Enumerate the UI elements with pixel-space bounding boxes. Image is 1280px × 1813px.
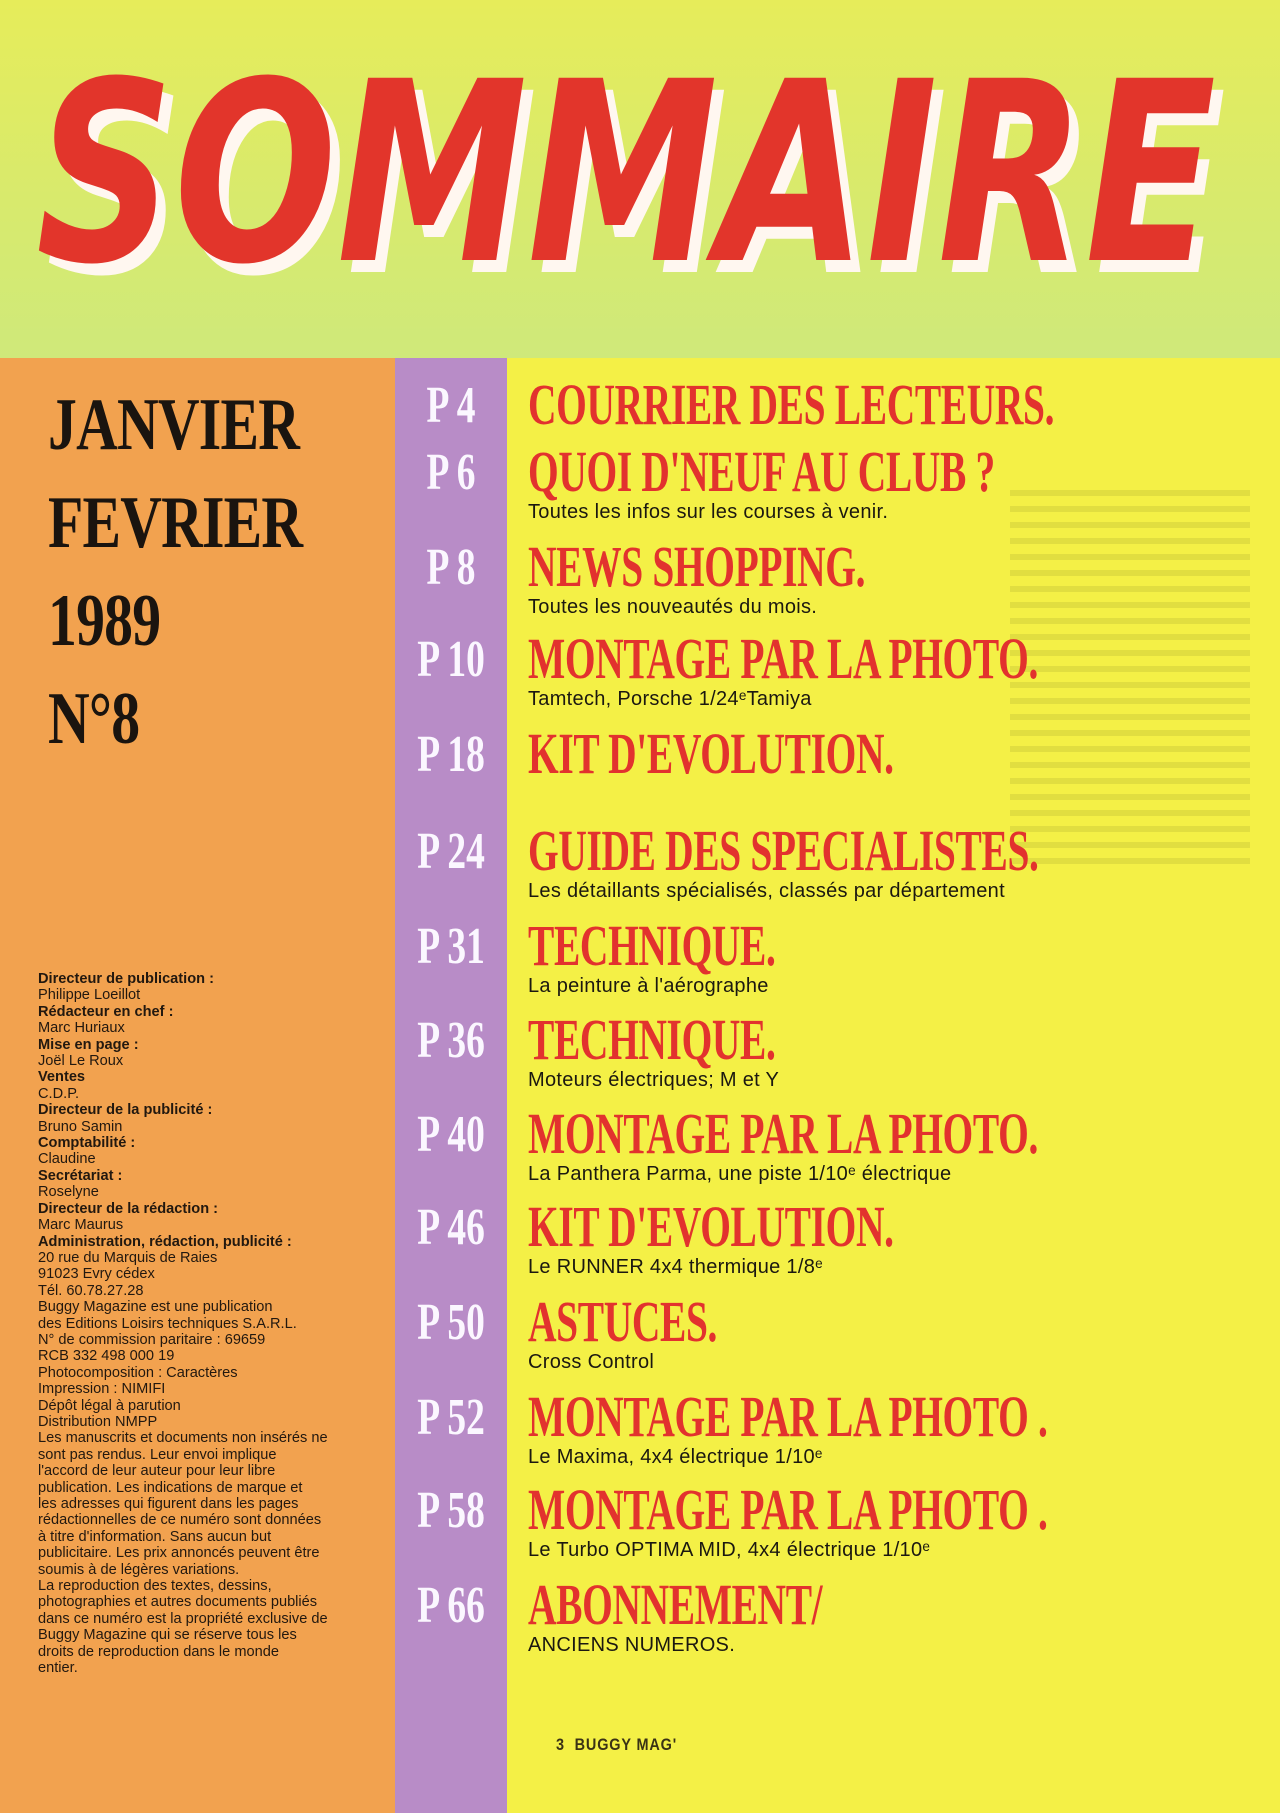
- address-line: publicitaire. Les prix annoncés peuvent être: [38, 1545, 320, 1562]
- entry-page-number: P 10: [417, 631, 485, 688]
- entry-page-number: P 4: [426, 377, 476, 434]
- address-line: soumis à de légères variations.: [38, 1561, 240, 1578]
- entry-page-number: P 46: [417, 1199, 485, 1256]
- entry-page-number: P 6: [426, 444, 476, 501]
- address-line: sont pas rendus. Leur envoi implique: [38, 1446, 277, 1463]
- address-line: l'accord de leur auteur pour leur libre: [38, 1463, 276, 1480]
- entry-subtitle: Toutes les nouveautés du mois.: [528, 596, 818, 618]
- entry-page-number: P 24: [417, 823, 485, 880]
- address-line: Photocomposition : Caractères: [38, 1364, 238, 1381]
- issue-number: N°8: [48, 678, 140, 760]
- masthead-role: Directeur de la publicité :: [38, 1102, 213, 1119]
- address-line: dans ce numéro est la propriété exclusive de: [38, 1610, 328, 1627]
- address-line: des Editions Loisirs techniques S.A.R.L.: [38, 1315, 297, 1332]
- address-line: 20 rue du Marquis de Raies: [38, 1249, 218, 1266]
- sommaire-logo: [20, 20, 1260, 340]
- entry-subtitle: Toutes les infos sur les courses à venir.: [528, 501, 889, 523]
- entry-page-number: P 8: [426, 539, 476, 596]
- address-line: Distribution NMPP: [38, 1413, 158, 1430]
- entry-subtitle: Le RUNNER 4x4 thermique 1/8ᵉ: [528, 1256, 823, 1278]
- entry-subtitle: Cross Control: [528, 1351, 655, 1373]
- entry-title: MONTAGE PAR LA PHOTO .: [528, 1477, 1048, 1542]
- entry-title: GUIDE DES SPECIALISTES.: [528, 818, 1039, 883]
- left-column: [0, 358, 395, 1813]
- address-line: publication. Les indications de marque et: [38, 1479, 303, 1496]
- address-line: à titre d'information. Sans aucun but: [38, 1528, 272, 1545]
- entry-page-number: P 36: [417, 1012, 485, 1069]
- entry-title: TECHNIQUE.: [528, 913, 776, 978]
- entry-title: QUOI D'NEUF AU CLUB ?: [528, 439, 995, 504]
- entry-page-number: P 50: [417, 1294, 485, 1351]
- entry-subtitle: Moteurs électriques; M et Y: [528, 1069, 780, 1091]
- entry-title: KIT D'EVOLUTION.: [528, 721, 894, 786]
- address-line: Buggy Magazine est une publication: [38, 1299, 273, 1316]
- issue-month-2: FEVRIER: [48, 482, 303, 564]
- address-line: Buggy Magazine qui se réserve tous les: [38, 1627, 297, 1644]
- issue-date: [48, 376, 378, 768]
- masthead-person: Philippe Loeillot: [38, 987, 141, 1004]
- masthead-role: Directeur de publication :: [38, 971, 214, 987]
- entry-page-number: P 58: [417, 1482, 485, 1539]
- entry-page-number: P 52: [417, 1389, 485, 1446]
- entry-title: NEWS SHOPPING.: [528, 534, 866, 599]
- entry-title: MONTAGE PAR LA PHOTO .: [528, 1384, 1048, 1449]
- address-line: entier.: [38, 1660, 78, 1677]
- entry-subtitle: Les détaillants spécialisés, classés par département: [528, 880, 1005, 902]
- masthead-person: Roselyne: [38, 1184, 99, 1201]
- address-line: rédactionnelles de ce numéro sont données: [38, 1512, 322, 1529]
- entry-subtitle: La Panthera Parma, une piste 1/10ᵉ électrique: [528, 1163, 952, 1185]
- entry-page-number: P 66: [417, 1577, 485, 1634]
- issue-month-1: JANVIER: [48, 384, 300, 466]
- masthead-role: Administration, rédaction, publicité :: [38, 1233, 292, 1250]
- masthead-role: Mise en page :: [38, 1036, 139, 1053]
- entry-title: ASTUCES.: [528, 1289, 718, 1354]
- entry-title: KIT D'EVOLUTION.: [528, 1194, 894, 1259]
- address-line: droits de reproduction dans le monde: [38, 1643, 279, 1660]
- entry-title: COURRIER DES LECTEURS.: [528, 372, 1055, 437]
- logo-shadow: SOMMAIRE: [46, 40, 1226, 331]
- footer-page-number: 3: [556, 1735, 565, 1754]
- masthead-role: Secrétariat :: [38, 1167, 123, 1184]
- masthead-role: Directeur de la rédaction :: [38, 1200, 219, 1217]
- header-band: [0, 0, 1280, 358]
- masthead-person: Marc Maurus: [38, 1217, 124, 1234]
- address-line: Les manuscrits et documents non insérés ne: [38, 1430, 328, 1447]
- address-line: Impression : NIMIFI: [38, 1381, 166, 1398]
- address-line: Dépôt légal à parution: [38, 1397, 181, 1414]
- entry-subtitle: Le Turbo OPTIMA MID, 4x4 électrique 1/10ᵉ: [528, 1539, 931, 1561]
- entry-subtitle: La peinture à l'aérographe: [528, 975, 769, 997]
- masthead-role: Comptabilité :: [38, 1135, 136, 1152]
- address-line: Tél. 60.78.27.28: [38, 1282, 144, 1299]
- entry-subtitle: Tamtech, Porsche 1/24ᵉTamiya: [528, 688, 812, 710]
- entry-title: MONTAGE PAR LA PHOTO.: [528, 1101, 1038, 1166]
- masthead-role: Ventes: [38, 1069, 86, 1086]
- entry-page-number: P 18: [417, 726, 485, 783]
- address-line: N° de commission paritaire : 69659: [38, 1331, 266, 1348]
- address-line: RCB 332 498 000 19: [38, 1348, 175, 1365]
- masthead-person: Joël Le Roux: [38, 1053, 124, 1070]
- masthead-person: Claudine: [38, 1151, 96, 1168]
- entry-title: ABONNEMENT/: [528, 1572, 823, 1637]
- footer-magazine-name: BUGGY MAG': [574, 1735, 678, 1754]
- masthead-person: C.D.P.: [38, 1085, 80, 1102]
- address-block: [38, 1250, 383, 1677]
- address-line: La reproduction des textes, dessins,: [38, 1578, 272, 1595]
- entry-subtitle: Le Maxima, 4x4 électrique 1/10ᵉ: [528, 1446, 823, 1468]
- masthead-person: Marc Huriaux: [38, 1020, 125, 1037]
- entry-page-number: P 40: [417, 1106, 485, 1163]
- entry-title: TECHNIQUE.: [528, 1007, 776, 1072]
- logo-text: SOMMAIRE: [36, 28, 1216, 319]
- entry-subtitle: ANCIENS NUMEROS.: [528, 1634, 736, 1656]
- page-footer: [556, 1735, 677, 1755]
- masthead: [38, 971, 383, 1676]
- address-line: photographies et autres documents publiés: [38, 1594, 318, 1611]
- address-line: 91023 Evry cédex: [38, 1266, 155, 1283]
- issue-year: 1989: [48, 580, 161, 662]
- address-line: les adresses qui figurent dans les pages: [38, 1496, 299, 1512]
- entry-page-number: P 31: [417, 918, 485, 975]
- entry-title: MONTAGE PAR LA PHOTO.: [528, 626, 1038, 691]
- masthead-role: Rédacteur en chef :: [38, 1003, 174, 1020]
- masthead-person: Bruno Samin: [38, 1118, 123, 1135]
